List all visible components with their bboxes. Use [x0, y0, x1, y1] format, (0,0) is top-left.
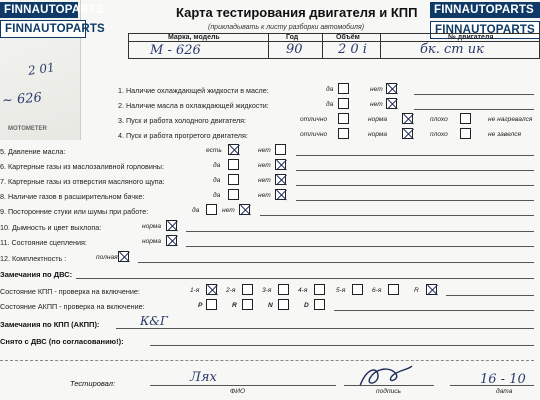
watermark-right-top: FINNAUTOPARTS [430, 2, 540, 18]
q3-not-heated-label: не нагревался [488, 116, 533, 123]
gear-1-checkbox[interactable] [206, 284, 217, 295]
q8-notes-line [296, 200, 534, 201]
sticker-meter-label: MOTOMETER [8, 126, 47, 132]
signature-line [344, 385, 434, 386]
question-5: 5. Давление масла: [0, 147, 66, 156]
kpp-check-label: Состояние КПП - проверка на включение: [0, 287, 140, 296]
q6-notes-line [296, 170, 534, 171]
notes-kpp-label: Замечания по КПП (АКПП): [0, 320, 100, 329]
year-value: 90 [286, 42, 303, 57]
q12-full-label: полная [96, 254, 118, 261]
q4-bad-checkbox[interactable] [460, 128, 471, 139]
model-value: M - 626 [150, 43, 201, 58]
q2-notes-line [414, 109, 534, 110]
akpp-r-checkbox[interactable] [242, 299, 253, 310]
gear-2-checkbox[interactable] [242, 284, 253, 295]
q1-no-checkbox[interactable] [386, 83, 397, 94]
gear-r-checkbox[interactable] [426, 284, 437, 295]
gear-4-label: 4-я [298, 287, 308, 294]
q1-yes-label: да [326, 86, 334, 93]
q6-no-label: нет [258, 162, 271, 169]
q10-norm-checkbox[interactable] [166, 220, 177, 231]
q7-notes-line [296, 185, 534, 186]
q7-no-label: нет [258, 177, 271, 184]
akpp-notes-line [334, 310, 534, 311]
gear-3-checkbox[interactable] [278, 284, 289, 295]
question-2: 2. Наличие масла в охлаждающей жидкости: [118, 101, 269, 110]
q4-excellent-label: отлично [300, 131, 328, 138]
q4-bad-label: плохо [430, 131, 448, 138]
gear-5-checkbox[interactable] [352, 284, 363, 295]
q10-notes-line [186, 231, 534, 232]
q9-no-checkbox[interactable] [239, 204, 250, 215]
q1-notes-line [414, 94, 534, 95]
q1-yes-checkbox[interactable] [338, 83, 349, 94]
gear-6-label: 6-я [372, 287, 382, 294]
tester-name: Ляx [190, 370, 217, 385]
question-1: 1. Наличие охлаждающей жидкости в масле: [118, 86, 269, 95]
header-volume: Объём [336, 34, 360, 41]
q3-excellent-label: отлично [300, 116, 328, 123]
q2-yes-checkbox[interactable] [338, 98, 349, 109]
q8-yes-label: да [213, 192, 221, 199]
gear-6-checkbox[interactable] [388, 284, 399, 295]
volume-value: 2 0 i [338, 42, 367, 57]
gear-4-checkbox[interactable] [314, 284, 325, 295]
page-title: Карта тестирования двигателя и КПП [176, 5, 418, 20]
akpp-d-checkbox[interactable] [314, 299, 325, 310]
akpp-n-checkbox[interactable] [278, 299, 289, 310]
question-3: 3. Пуск и работа холодного двигателя: [118, 116, 247, 125]
q7-yes-label: да [213, 177, 221, 184]
q8-no-label: нет [258, 192, 271, 199]
q8-no-checkbox[interactable] [275, 189, 286, 200]
notes-engine-label: Замечания по ДВС: [0, 270, 73, 279]
date-caption: дата [496, 388, 513, 395]
q12-notes-line [138, 262, 534, 263]
gear-r-label: R [414, 287, 419, 294]
q5-no-checkbox[interactable] [275, 144, 286, 155]
q3-bad-label: плохо [430, 116, 448, 123]
col-divider-2 [322, 33, 323, 59]
q7-yes-checkbox[interactable] [228, 174, 239, 185]
q4-not-started-label: не завелся [488, 131, 522, 138]
removed-line-2 [0, 360, 534, 361]
question-10: 10. Дымность и цвет выхлопа: [0, 223, 102, 232]
q10-norm-label: норма [142, 223, 162, 230]
q6-yes-checkbox[interactable] [228, 159, 239, 170]
page-subtitle: (прикладывать к листу разборки автомобиля) [208, 24, 365, 31]
watermark-right-bottom: FINNAUTOPARTS [430, 21, 540, 39]
q9-yes-label: да [192, 207, 200, 214]
q6-yes-label: да [213, 162, 221, 169]
signature-caption: подпись [376, 388, 402, 395]
question-4: 4. Пуск и работа прогретого двигателя: [118, 131, 248, 140]
akpp-d-label: D [304, 302, 309, 309]
notes-engine-line [76, 278, 534, 279]
q9-no-label: нет [222, 207, 235, 214]
gear-3-label: 3-я [262, 287, 272, 294]
fio-line [150, 385, 336, 386]
akpp-p-label: P [198, 302, 203, 309]
sticker-handwriting-b: ~ 626 [1, 90, 43, 109]
q4-norm-checkbox[interactable] [402, 128, 413, 139]
notes-kpp-value: К&Г [140, 314, 168, 328]
q3-norm-checkbox[interactable] [402, 113, 413, 124]
engine-value: бк. ст ик [420, 42, 484, 57]
q11-norm-checkbox[interactable] [166, 235, 177, 246]
question-9: 9. Посторонние стуки или шумы при работе: [0, 207, 149, 216]
q9-notes-line [260, 215, 534, 216]
q3-excellent-checkbox[interactable] [338, 113, 349, 124]
gear-1-label: 1-я [190, 287, 200, 294]
q5-present-checkbox[interactable] [228, 144, 239, 155]
q9-yes-checkbox[interactable] [206, 204, 217, 215]
col-divider-1 [268, 33, 269, 59]
notes-kpp-line [116, 328, 534, 329]
question-6: 6. Картерные газы из маслозаливной горловины: [0, 162, 164, 171]
akpp-r-label: R [232, 302, 237, 309]
q1-no-label: нет [370, 86, 383, 93]
watermark-left-top: FINNAUTOPARTS [0, 2, 78, 18]
question-11: 11. Состояние сцепления: [0, 238, 87, 247]
q2-no-label: нет [370, 101, 383, 108]
header-year: Год [286, 34, 299, 41]
akpp-p-checkbox[interactable] [206, 299, 217, 310]
q7-no-checkbox[interactable] [275, 174, 286, 185]
q5-no-label: нет [258, 147, 271, 154]
q2-yes-label: да [326, 101, 334, 108]
header-engine-no: № двигателя [448, 34, 494, 41]
q11-norm-label: норма [142, 238, 162, 245]
col-divider-3 [380, 33, 381, 59]
date-value: 16 - 10 [480, 372, 526, 387]
sticker-handwriting-a: 2 01 [27, 60, 56, 78]
q11-notes-line [186, 246, 534, 247]
q8-yes-checkbox[interactable] [228, 189, 239, 200]
akpp-n-label: N [268, 302, 273, 309]
q4-norm-label: норма [368, 131, 388, 138]
q3-norm-label: норма [368, 116, 388, 123]
kpp-notes-line [446, 295, 534, 296]
date-line [450, 385, 534, 386]
gear-5-label: 5-я [336, 287, 346, 294]
tested-label: Тестировал: [70, 379, 116, 388]
removed-line [150, 345, 534, 346]
q2-no-checkbox[interactable] [386, 98, 397, 109]
fio-caption: ФИО [230, 388, 246, 395]
question-8: 8. Наличие газов в расширительном бачке: [0, 192, 145, 201]
q12-full-checkbox[interactable] [118, 251, 129, 262]
header-model: Марка, модель [168, 34, 220, 41]
q6-no-checkbox[interactable] [275, 159, 286, 170]
q5-present-label: есть [206, 147, 222, 154]
q5-notes-line [296, 155, 534, 156]
gear-2-label: 2-я [226, 287, 236, 294]
watermark-left-bottom: FINNAUTOPARTS [0, 20, 86, 38]
question-12: 12. Комплектность : [0, 254, 67, 263]
q4-excellent-checkbox[interactable] [338, 128, 349, 139]
akpp-check-label: Состояние АКПП - проверка на включение: [0, 302, 145, 311]
question-7: 7. Картерные газы из отверстия масляного щупа: [0, 177, 165, 186]
q3-bad-checkbox[interactable] [460, 113, 471, 124]
removed-label: Снято с ДВС (по согласованию!): [0, 337, 124, 346]
